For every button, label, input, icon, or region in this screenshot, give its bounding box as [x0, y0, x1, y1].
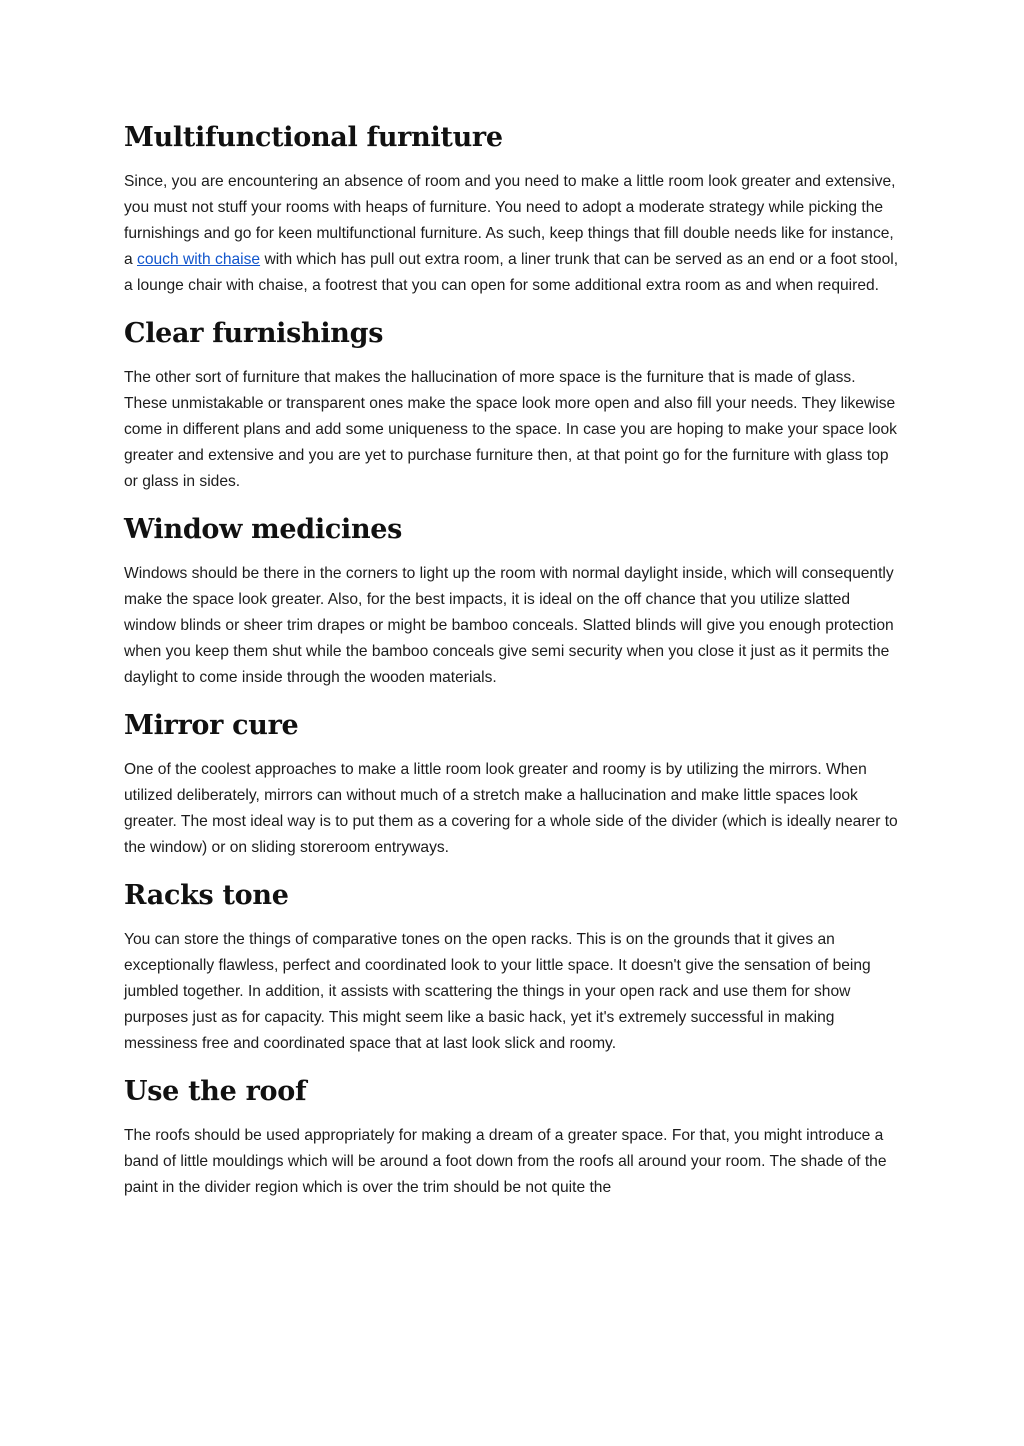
body-text: with which has pull out extra room, a liner trunk that can be served as an end or a foot stool, a lounge chair with chaise, a footrest that you can open for some additional extra room as and when required. — [124, 251, 899, 294]
document-page — [124, 120, 900, 1218]
section-heading: Mirror cure — [124, 710, 299, 741]
section-body: The other sort of furniture that makes the hallucination of more space is the furniture that is made of glass. These unmistakable or transparent ones make the space look more open and also fill your needs. They likewise come in different plans and add some uniqueness to the space. In case you are hoping to make your space look greater and extensive and you are yet to purchase furniture then, at that point go for the furniture with glass top or glass in sides. — [124, 369, 897, 490]
section-body: You can store the things of comparative tones on the open racks. This is on the grounds that it gives an exceptionally flawless, perfect and coordinated look to your little space. It doesn't give the sensation of being jumbled together. In addition, it assists with scattering the things in your open rack and use them for show purposes just as for capacity. This might seem like a basic hack, yet it's extremely successful in making messiness free and coordinated space that at last look slick and roomy. — [124, 931, 871, 1052]
couch-with-chaise-link[interactable]: couch with chaise — [137, 251, 261, 268]
section-body — [124, 169, 900, 299]
section-heading: Racks tone — [124, 880, 289, 911]
section-clear-furnishings — [124, 316, 900, 495]
section-racks-tone — [124, 878, 900, 1057]
section-body: Windows should be there in the corners to light up the room with normal daylight inside, which will consequently make the space look greater. Also, for the best impacts, it is ideal on the off chance that you utilize slatted window blinds or sheer trim drapes or might be bamboo conceals. Slatted blinds will give you enough protection when you keep them shut while the bamboo conceals give semi security when you close it just as it permits the daylight to come inside through the wooden materials. — [124, 565, 894, 686]
section-window-medicines — [124, 512, 900, 691]
section-heading: Window medicines — [124, 514, 403, 545]
section-multifunctional-furniture — [124, 120, 900, 299]
section-use-the-roof — [124, 1074, 900, 1201]
section-body: The roofs should be used appropriately for making a dream of a greater space. For that, you might introduce a band of little mouldings which will be around a foot down from the roofs all around your room. The shade of the paint in the divider region which is over the trim should be not quite the — [124, 1127, 887, 1196]
section-body: One of the coolest approaches to make a little room look greater and roomy is by utilizing the mirrors. When utilized deliberately, mirrors can without much of a stretch make a hallucination and make little spaces look greater. The most ideal way is to put them as a covering for a whole side of the divider (which is ideally nearer to the window) or on sliding storeroom entryways. — [124, 761, 898, 856]
section-heading: Multifunctional furniture — [124, 122, 503, 153]
section-heading: Clear furnishings — [124, 318, 384, 349]
section-mirror-cure — [124, 708, 900, 861]
body-text: Since, you are encountering an absence of room and you need to make a little room look greater and extensive, you must not stuff your rooms with heaps of furniture. You need to adopt a moderate strategy while picking the furnishings and go for keen multifunctional furniture. As such, keep things that fill double needs like for instance, a — [124, 173, 896, 268]
section-heading: Use the roof — [124, 1076, 307, 1107]
